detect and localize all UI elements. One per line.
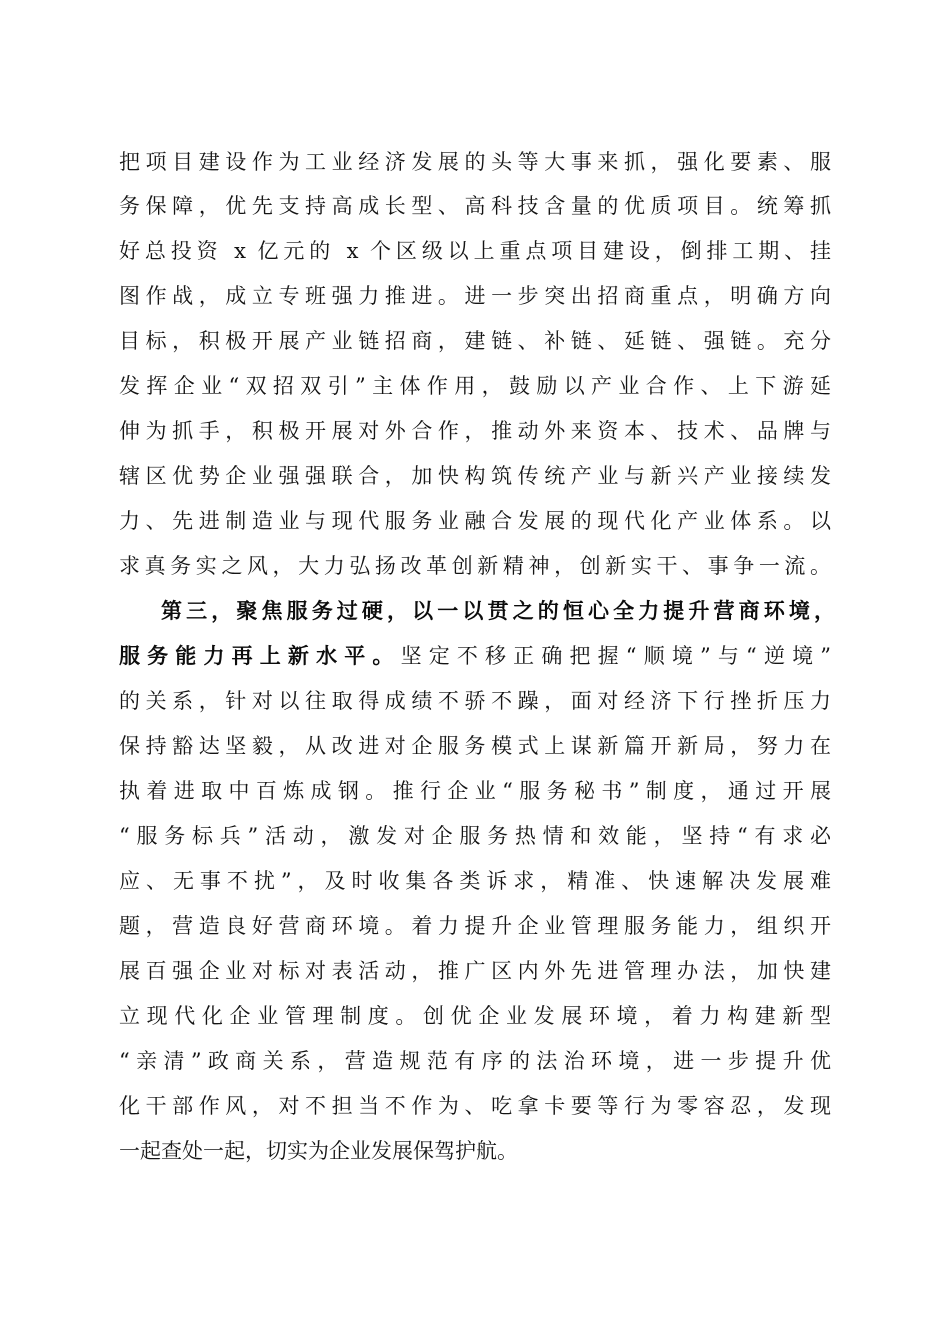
paragraph-1-line: 把项目建设作为工业经济发展的头等大事来抓，强化要素、服 [119, 150, 831, 174]
paragraph-2-line: “亲清”政商关系，营造规范有序的法治环境，进一步提升优 [119, 1049, 831, 1073]
paragraph-1-line: 好总投资 x 亿元的 x 个区级以上重点项目建设，倒排工期、挂 [119, 239, 831, 263]
paragraph-1-line: 务保障，优先支持高成长型、高科技含量的优质项目。统筹抓 [119, 194, 831, 218]
paragraph-1-line: 图作战，成立专班强力推进。进一步突出招商重点，明确方向 [119, 284, 831, 308]
paragraph-2-line: 立现代化企业管理制度。创优企业发展环境，着力构建新型 [119, 1004, 831, 1028]
paragraph-1-line: 目标，积极开展产业链招商，建链、补链、延链、强链。充分 [119, 329, 831, 353]
section-heading: 第三，聚焦服务过硬，以一以贯之的恒心全力提升营商环境， [161, 599, 835, 623]
paragraph-1-line: 求真务实之风，大力弘扬改革创新精神，创新实干、事争一流。 [119, 554, 831, 578]
paragraph-2-line-text: 坚定不移正确把握“顺境”与“逆境” [400, 644, 831, 668]
paragraph-1-line: 伸为抓手，积极开展对外合作，推动外来资本、技术、品牌与 [119, 419, 831, 443]
paragraph-2-line: 保持豁达坚毅，从改进对企服务模式上谋新篇开新局，努力在 [119, 734, 831, 758]
paragraph-2-line: 执着进取中百炼成钢。推行企业“服务秘书”制度，通过开展 [119, 779, 831, 803]
paragraph-1-line: 力、先进制造业与现代服务业融合发展的现代化产业体系。以 [119, 509, 831, 533]
paragraph-2-line: 的关系，针对以往取得成绩不骄不躁，面对经济下行挫折压力 [119, 689, 831, 713]
paragraph-1-line: 发挥企业“双招双引”主体作用，鼓励以产业合作、上下游延 [119, 374, 831, 398]
paragraph-2-line: 题，营造良好营商环境。着力提升企业管理服务能力，组织开 [119, 914, 831, 938]
paragraph-2-line: 展百强企业对标对表活动，推广区内外先进管理办法，加快建 [119, 959, 831, 983]
paragraph-1-line: 辖区优势企业强强联合，加快构筑传统产业与新兴产业接续发 [119, 464, 831, 488]
paragraph-2-line [119, 641, 831, 671]
paragraph-2-line: “服务标兵”活动，激发对企服务热情和效能，坚持“有求必 [119, 824, 831, 848]
paragraph-2-line: 一起查处一起，切实为企业发展保驾护航。 [119, 1139, 518, 1163]
paragraph-2-line: 应、无事不扰”，及时收集各类诉求，精准、快速解决发展难 [119, 869, 831, 893]
paragraph-2-line: 化干部作风，对不担当不作为、吃拿卡要等行为零容忍，发现 [119, 1094, 831, 1118]
section-heading-continued: 服务能力再上新水平。 [119, 644, 401, 668]
